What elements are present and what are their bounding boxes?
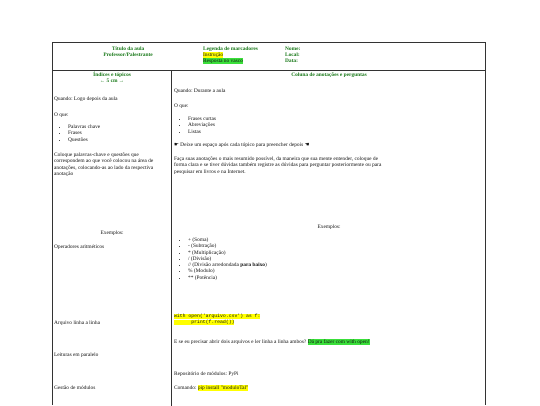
code-block [174, 314, 260, 326]
answer-highlight: Dá pra fazer com with open! [307, 339, 370, 345]
notes-examples-label: Exemplos: [317, 224, 341, 230]
list-item: • - (Subtração) [188, 243, 388, 249]
code-line-2: print(f.read()) [174, 319, 235, 325]
notes-column [173, 71, 485, 406]
question-text: E se eu precisar abrir dois arquivos e ler linha a linha ambos? Dá pra fazer com with open! [174, 339, 370, 345]
notes-list [174, 116, 388, 135]
list-item: • // (Divisão arredondada para baixo) [188, 262, 388, 268]
command-text: Comando: pip install "moduloTal" [174, 385, 249, 391]
cue-examples-label: Exemplos: [100, 230, 124, 236]
title-cell [93, 46, 163, 58]
legend-instruction: Instrução [203, 52, 224, 59]
list-item: • Questões [68, 137, 178, 143]
list-item: • Frases [68, 130, 178, 136]
list-item: • Abreviações [188, 122, 388, 128]
legend-answer: Resposta no vasco [203, 58, 243, 65]
cue-note: Coloque palavras-chave e questões que correspondem ao que você colocou na área de anotações, colocando-as ao lado da respectiva anotação [54, 152, 154, 177]
list-item: • * (Multiplicação) [188, 250, 388, 256]
list-item: • Listas [188, 129, 388, 135]
cue-when: Quando: Logo depois da aula [54, 96, 118, 102]
local-label: Local: [285, 52, 300, 59]
legend-title: Legenda de marcadores [203, 46, 258, 52]
cornell-notes-page [52, 42, 486, 405]
cue-example-parallel: Leituras em paralelo [54, 352, 99, 358]
code-line-1: with open('arquivo.csv') as f: [174, 314, 261, 319]
name-label: Nome: [285, 46, 301, 52]
list-item: • + (Soma) [188, 237, 388, 243]
cue-example-arithmetic: Operadores aritméticos [54, 244, 105, 250]
repo-text: Repositório de módulos: PyPi [174, 371, 239, 377]
command-highlight: pip install "moduloTal" [197, 385, 249, 391]
lesson-title: Título da aula [111, 46, 145, 52]
list-item: • % (Modulo) [188, 268, 388, 274]
list-item: • Frases curtas [188, 116, 388, 122]
operators-list [174, 237, 388, 281]
cue-example-modules: Gestão de módulos [54, 385, 96, 391]
space-note: ☛ Deixe um espaço após cada tópico para preencher depois ☚ [174, 142, 310, 148]
date-label: Data: [285, 58, 298, 65]
list-item: • ** (Potência) [188, 275, 388, 281]
cue-column [53, 71, 172, 406]
notes-column-title: Coluna de anotações e perguntas [291, 72, 367, 78]
notes-when: Quando: Durante a aula [174, 88, 226, 94]
notes-what: O que: [174, 103, 189, 109]
width-hint: ← 5 cm → [99, 78, 125, 84]
list-item: • Palavras chave [68, 124, 178, 130]
legend-cell [203, 46, 293, 65]
header-row [53, 43, 485, 71]
info-cell [285, 46, 365, 65]
cue-column-title: Índices e tópicos [93, 72, 131, 78]
notes-paragraph: Faça suas anotações o mais resumido possível, da maneira que sua mente entender, coloque de forma clara e se tiver dúvidas também registre as dúvidas para perguntar posteriormente ou para pesquisar em livros e na Internet. [174, 156, 382, 175]
cue-example-file: Arquivo linha a linha [54, 320, 100, 326]
list-item: • / (Divisão) [188, 256, 388, 262]
cue-list [54, 124, 178, 143]
professor-label: Professor/Palestrante [103, 52, 153, 59]
cue-what: O que: [54, 112, 69, 118]
